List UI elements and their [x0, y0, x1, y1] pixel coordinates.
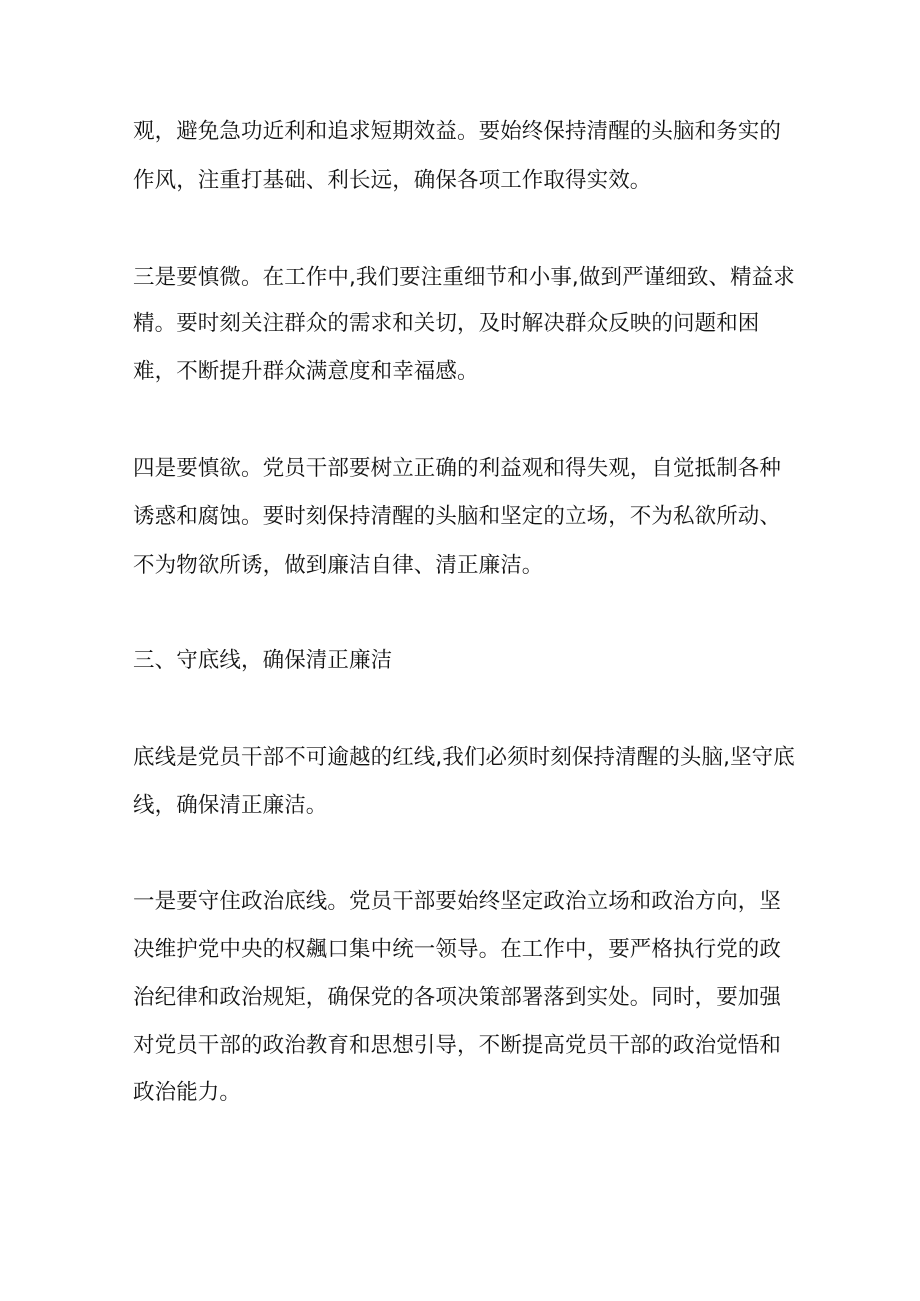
- text-line: 线，确保清正廉洁。: [133, 793, 328, 818]
- section-heading-text: 三、守底线，确保清正廉洁: [133, 648, 393, 673]
- text-line: 精。要时刻关注群众的需求和关切，及时解决群众反映的问题和困: [133, 311, 760, 336]
- text-line: 底线是党员干部不可逾越的红线,我们必须时刻保持清醒的头脑,坚守底: [133, 745, 795, 770]
- text-line: 三是要慎微。在工作中,我们要注重细节和小事,做到严谨细致、精益求: [133, 265, 795, 290]
- text-line: 决维护党中央的权飆口集中统一领导。在工作中，要严格执行党的政: [133, 937, 782, 962]
- text-line: 政治能力。: [133, 1080, 242, 1105]
- text-line: 不为物欲所诱，做到廉洁自律、清正廉洁。: [133, 553, 544, 578]
- text-line: 作风，注重打基础、利长远，确保各项工作取得实效。: [133, 168, 652, 193]
- text-line: 诱惑和腐蚀。要时刻保持清醒的头脑和坚定的立场，不为私欲所动、: [133, 504, 782, 529]
- text-line: 一是要守住政治底线。党员干部要始终坚定政治立场和政治方向，坚: [133, 889, 782, 914]
- text-line: 对党员干部的政治教育和思想引导，不断提高党员干部的政治觉悟和: [133, 1033, 782, 1058]
- text-line: 四是要慎欲。党员干部要树立正确的利益观和得失观，自觉抵制各种: [133, 456, 782, 481]
- text-line: 难，不断提升群众满意度和幸福感。: [133, 359, 479, 384]
- text-line: 观，避免急功近利和追求短期效益。要始终保持清醒的头脑和务实的: [133, 119, 782, 144]
- text-line: 治纪律和政治规矩，确保党的各项决策部署落到实处。同时，要加强: [133, 985, 782, 1010]
